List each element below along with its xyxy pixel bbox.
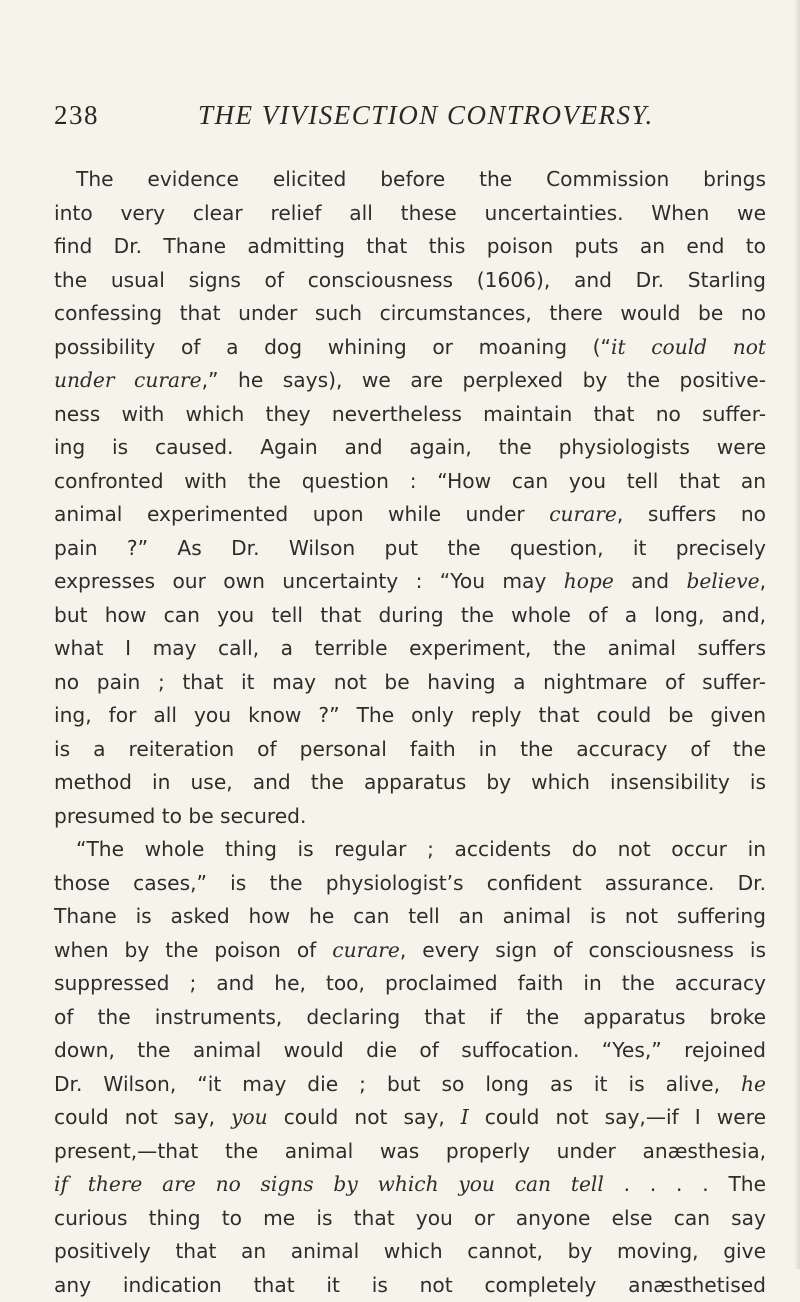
text-line: is a reiteration of personal faith in the accuracy of the [54, 733, 766, 767]
italic-word: believe [686, 569, 759, 593]
italic-word: curare [332, 938, 400, 962]
text-line: present,—that the animal was properly under anæsthesia, [54, 1135, 766, 1169]
text-line: The evidence elicited before the Commission brings [54, 163, 766, 197]
text-line: method in use, and the apparatus by which insensibility is [54, 766, 766, 800]
running-head [54, 100, 774, 140]
text-line: down, the animal would die of suffocation. “Yes,” rejoined [54, 1034, 766, 1068]
body-text [54, 163, 766, 1302]
italic-word: he [741, 1072, 766, 1096]
text-line: confronted with the question : “How can you tell that an [54, 465, 766, 499]
text-line: ing is caused. Again and again, the physiologists were [54, 431, 766, 465]
italic-quote: it could not [611, 335, 766, 359]
text-line: “The whole thing is regular ; accidents do not occur in [54, 833, 766, 867]
text-line: no pain ; that it may not be having a nightmare of suffer- [54, 666, 766, 700]
text-line: of the instruments, declaring that if the apparatus broke [54, 1001, 766, 1035]
italic-word: curare [549, 502, 617, 526]
book-title: THE VIVISECTION CONTROVERSY. [198, 100, 654, 131]
text-line: when by the poison of curare, every sign of consciousness is [54, 934, 766, 968]
text-line: into very clear relief all these uncertainties. When we [54, 197, 766, 231]
text-line: possibility of a dog whining or moaning (“it could not [54, 331, 766, 365]
italic-word: I [461, 1105, 469, 1129]
text-line: pain ?” As Dr. Wilson put the question, it precisely [54, 532, 766, 566]
text-line: the usual signs of consciousness (1606), and Dr. Starling [54, 264, 766, 298]
text-line: ness with which they nevertheless maintain that no suffer- [54, 398, 766, 432]
italic-word: hope [564, 569, 614, 593]
text-line: presumed to be secured. [54, 800, 766, 834]
italic-word: you [231, 1105, 268, 1129]
text-line: expresses our own uncertainty : “You may hope and believe, [54, 565, 766, 599]
italic-quote: under curare [54, 368, 202, 392]
text-line: ing, for all you know ?” The only reply that could be given [54, 699, 766, 733]
text-line: could not say, you could not say, I could not say,—if I were [54, 1101, 766, 1135]
text-line: Dr. Wilson, “it may die ; but so long as it is alive, he [54, 1068, 766, 1102]
text-line: confessing that under such circumstances, there would be no [54, 297, 766, 331]
page-number: 238 [54, 100, 99, 131]
text-line: any indication that it is not completely anæsthetised [54, 1269, 766, 1302]
text-line: animal experimented upon while under curare, suffers no [54, 498, 766, 532]
text-line: find Dr. Thane admitting that this poison puts an end to [54, 230, 766, 264]
page-edge-shadow [794, 0, 800, 1269]
italic-phrase: if there are no signs by which you can tell [54, 1172, 604, 1196]
text-line: Thane is asked how he can tell an animal is not suffering [54, 900, 766, 934]
text-line: if there are no signs by which you can tell . . . . The [54, 1168, 766, 1202]
text-line: under curare,” he says), we are perplexed by the positive- [54, 364, 766, 398]
text-line: but how can you tell that during the whole of a long, and, [54, 599, 766, 633]
text-line: those cases,” is the physiologist’s confident assurance. Dr. [54, 867, 766, 901]
text-line: positively that an animal which cannot, by moving, give [54, 1235, 766, 1269]
text-line: what I may call, a terrible experiment, the animal suffers [54, 632, 766, 666]
text-line: suppressed ; and he, too, proclaimed faith in the accuracy [54, 967, 766, 1001]
text-line: curious thing to me is that you or anyone else can say [54, 1202, 766, 1236]
